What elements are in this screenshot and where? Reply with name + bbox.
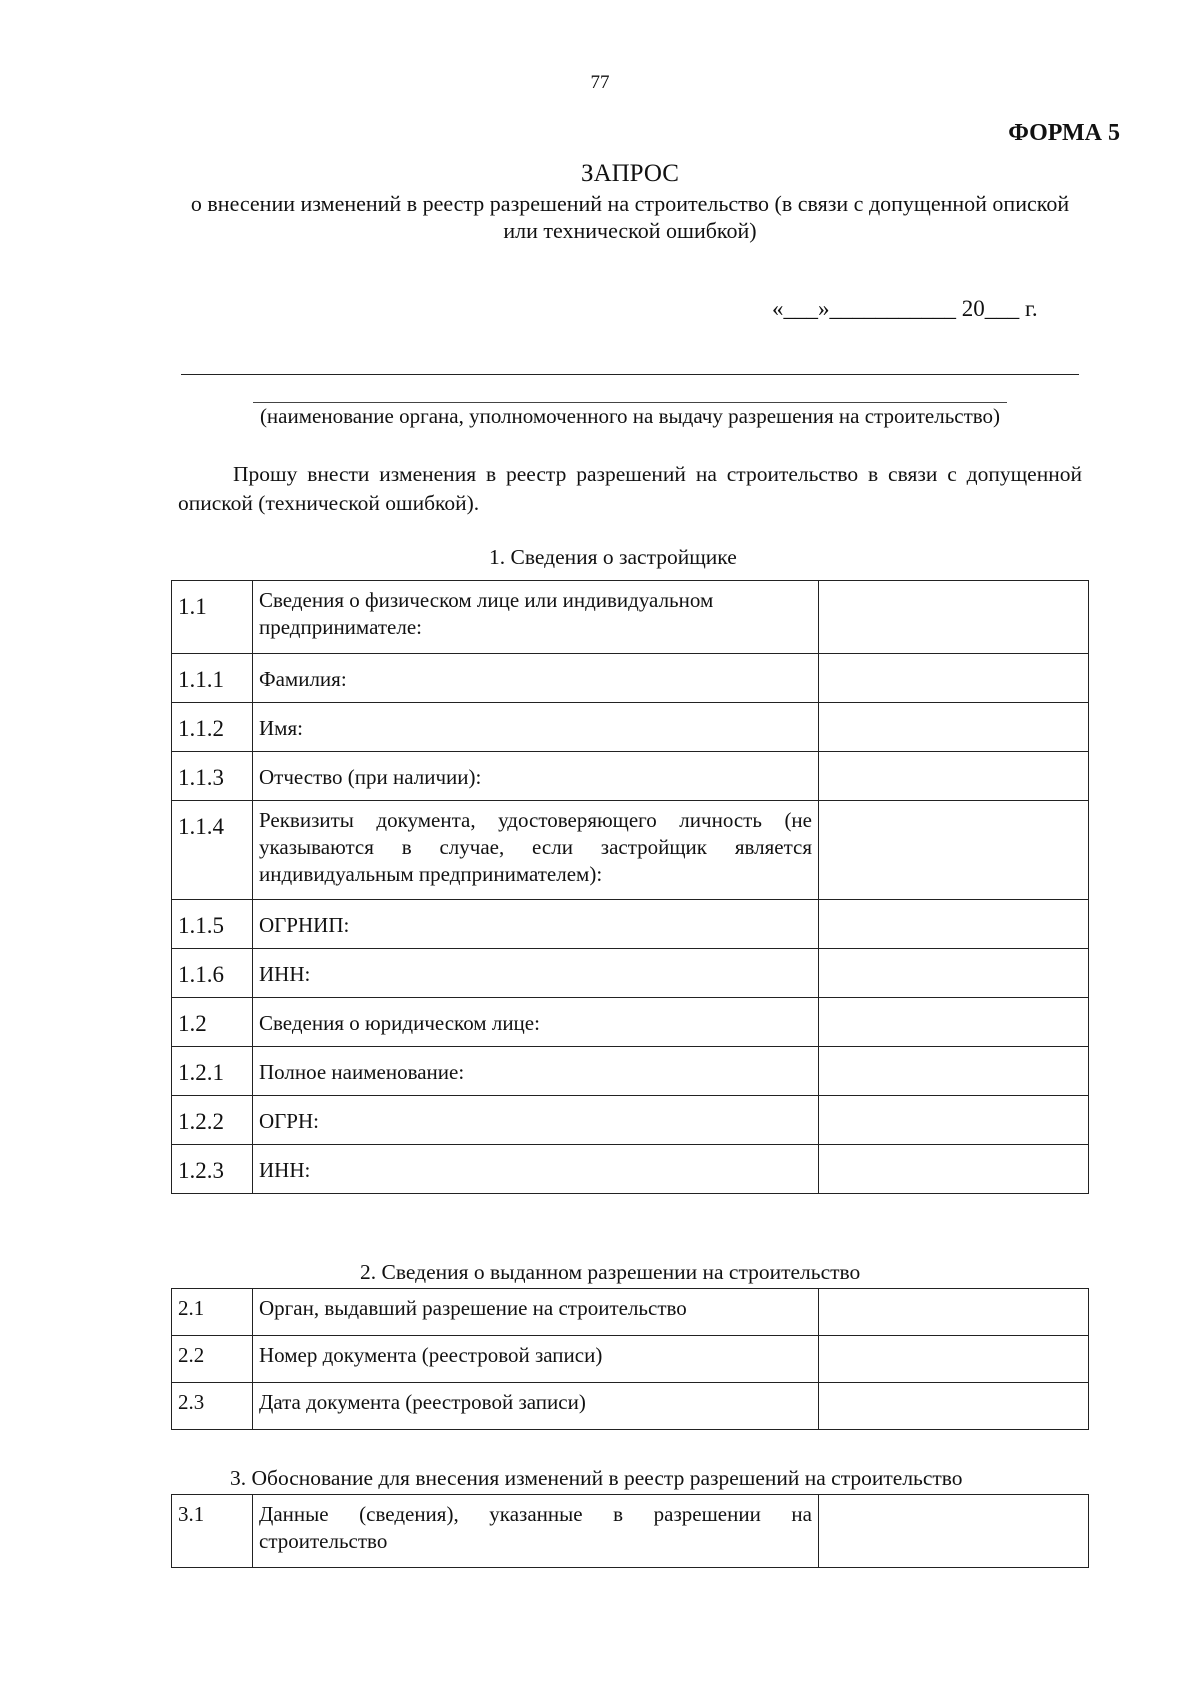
row-label: Полное наименование: xyxy=(253,1047,819,1096)
table-row xyxy=(172,752,1089,801)
row-number: 1.2 xyxy=(172,998,253,1047)
row-number: 1.1.6 xyxy=(172,949,253,998)
row-number: 1.2.3 xyxy=(172,1145,253,1194)
document-title: ЗАПРОС xyxy=(581,160,679,187)
row-label: ОГРН: xyxy=(253,1096,819,1145)
row-value-cell[interactable] xyxy=(819,1145,1089,1194)
row-value-cell[interactable] xyxy=(819,654,1089,703)
row-number: 1.1 xyxy=(172,581,253,654)
row-number: 1.1.2 xyxy=(172,703,253,752)
row-number: 2.3 xyxy=(172,1383,253,1430)
table-row xyxy=(172,949,1089,998)
table-row xyxy=(172,1145,1089,1194)
table-row xyxy=(172,654,1089,703)
form-label: ФОРМА 5 xyxy=(1008,120,1120,146)
table-row xyxy=(172,1336,1089,1383)
table-row xyxy=(172,900,1089,949)
table-row xyxy=(172,1047,1089,1096)
section2-table xyxy=(171,1288,1089,1430)
row-label: Фамилия: xyxy=(253,654,819,703)
row-value-cell[interactable] xyxy=(819,949,1089,998)
row-value-cell[interactable] xyxy=(819,998,1089,1047)
page-number: 77 xyxy=(590,72,610,93)
row-value-cell[interactable] xyxy=(819,581,1089,654)
table-row xyxy=(172,581,1089,654)
row-number: 1.1.4 xyxy=(172,801,253,900)
row-value-cell[interactable] xyxy=(819,900,1089,949)
request-text: Прошу внести изменения в реестр разрешений на строительство в связи с допущенной опиской (технической ошибкой). xyxy=(178,462,1082,515)
row-number: 2.2 xyxy=(172,1336,253,1383)
date-line: «___»___________ 20___ г. xyxy=(772,296,1038,321)
table-row xyxy=(172,1383,1089,1430)
table-row xyxy=(172,703,1089,752)
row-label: Имя: xyxy=(253,703,819,752)
row-value-cell[interactable] xyxy=(819,1047,1089,1096)
row-label: Данные (сведения), указанные в разрешении на строительство xyxy=(253,1495,819,1568)
row-label: Орган, выдавший разрешение на строительство xyxy=(253,1289,819,1336)
table-row xyxy=(172,1096,1089,1145)
row-value-cell[interactable] xyxy=(819,752,1089,801)
row-label: Отчество (при наличии): xyxy=(253,752,819,801)
row-label: Дата документа (реестровой записи) xyxy=(253,1383,819,1430)
section2-heading: 2. Сведения о выданном разрешении на строительство xyxy=(360,1260,861,1284)
table-row xyxy=(172,1289,1089,1336)
authority-caption: (наименование органа, уполномоченного на выдачу разрешения на строительство) xyxy=(259,404,1001,428)
table-row xyxy=(172,801,1089,900)
row-value-cell[interactable] xyxy=(819,1289,1089,1336)
section3-table xyxy=(171,1494,1089,1568)
row-number: 3.1 xyxy=(172,1495,253,1568)
row-label: Сведения о физическом лице или индивидуальном предпринимателе: xyxy=(253,581,819,654)
row-value-cell[interactable] xyxy=(819,1336,1089,1383)
table-row xyxy=(172,1495,1089,1568)
table-row xyxy=(172,998,1089,1047)
row-value-cell[interactable] xyxy=(819,1383,1089,1430)
document-subtitle: о внесении изменений в реестр разрешений на строительство (в связи с допущенной опиской или технической ошибкой) xyxy=(190,191,1070,243)
row-label: ИНН: xyxy=(253,1145,819,1194)
section1-heading: 1. Сведения о застройщике xyxy=(489,545,737,569)
authority-fill-line-2 xyxy=(253,402,1007,403)
row-value-cell[interactable] xyxy=(819,703,1089,752)
row-value-cell[interactable] xyxy=(819,1096,1089,1145)
section1-table xyxy=(171,580,1089,1194)
row-value-cell[interactable] xyxy=(819,801,1089,900)
row-number: 1.1.3 xyxy=(172,752,253,801)
row-value-cell[interactable] xyxy=(819,1495,1089,1568)
row-label: ИНН: xyxy=(253,949,819,998)
row-number: 1.1.5 xyxy=(172,900,253,949)
authority-fill-line xyxy=(181,374,1079,375)
row-number: 1.2.1 xyxy=(172,1047,253,1096)
row-number: 1.2.2 xyxy=(172,1096,253,1145)
row-number: 2.1 xyxy=(172,1289,253,1336)
section3-heading: 3. Обоснование для внесения изменений в реестр разрешений на строительство xyxy=(230,1466,963,1490)
row-number: 1.1.1 xyxy=(172,654,253,703)
row-label: Номер документа (реестровой записи) xyxy=(253,1336,819,1383)
row-label: Сведения о юридическом лице: xyxy=(253,998,819,1047)
row-label: ОГРНИП: xyxy=(253,900,819,949)
row-label: Реквизиты документа, удостоверяющего личность (не указываются в случае, если застройщик является индивидуальным предпринимателем): xyxy=(253,801,819,900)
